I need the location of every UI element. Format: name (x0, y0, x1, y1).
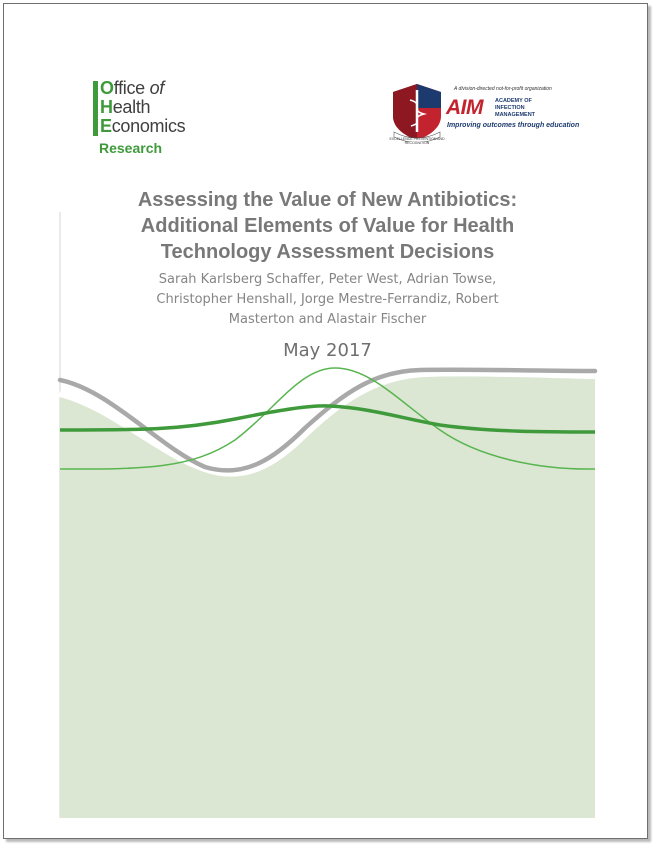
author-line-1: Sarah Karlsberg Schaffer, Peter West, Adrian Towse, (158, 272, 497, 287)
publication-date: May 2017 (283, 340, 372, 361)
title-line-1: Assessing the Value of New Antibiotics: (137, 189, 518, 211)
aim-logo (389, 82, 580, 148)
aim-academy-text: ACADEMY OF INFECTION MANAGEMENT (495, 98, 536, 118)
author-line-2: Christopher Henshall, Jorge Mestre-Ferrandiz, Robert (156, 292, 499, 307)
ohe-research-logo (88, 76, 198, 160)
aim-tagline: A division-directed not-for-profit organization (454, 86, 552, 92)
aim-shield-motto: EXCELLENCE PREVENTION AND RECOGNITION (389, 137, 445, 145)
ohe-logo-bar (93, 81, 98, 136)
title-line-3: Technology Assessment Decisions (160, 241, 495, 263)
aim-slogan: Improving outcomes through education (447, 122, 580, 129)
aim-wordmark: AIM (446, 96, 483, 119)
ohe-logo-line-health: Health (100, 97, 151, 117)
ohe-logo-research: Research (99, 140, 163, 156)
document-title (60, 187, 595, 265)
title-line-2: Additional Elements of Value for Health (140, 215, 515, 237)
author-list (60, 270, 595, 330)
aim-shield-icon (389, 82, 445, 142)
author-line-3: Masterton and Alastair Fischer (228, 312, 427, 327)
ohe-logo-line-economics: Economics (100, 116, 186, 136)
ohe-logo-line-office: Office of (100, 78, 165, 98)
